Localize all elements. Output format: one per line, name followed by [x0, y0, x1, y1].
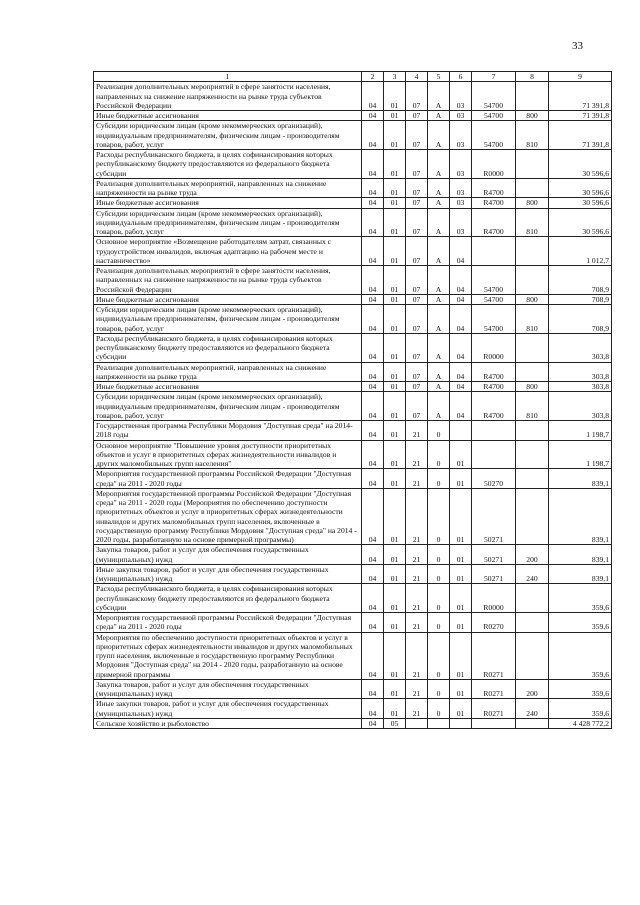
- amount-cell: 71 391,8: [549, 121, 612, 150]
- expense-type-cell: 810: [516, 121, 549, 150]
- event-code-cell: 01: [450, 632, 472, 679]
- column-header: 2: [362, 72, 384, 82]
- direction-code-cell: R4700: [472, 362, 516, 382]
- section-code-cell: 04: [362, 178, 384, 198]
- amount-cell: 30 596,6: [549, 150, 612, 179]
- expense-type-cell: 800: [516, 111, 549, 121]
- expense-type-cell: 800: [516, 198, 549, 208]
- table-row: [94, 440, 612, 469]
- section-code-cell: 04: [362, 305, 384, 334]
- subsection-code-cell: 01: [384, 679, 406, 699]
- amount-cell: 1 012,7: [549, 237, 612, 266]
- section-code-cell: 04: [362, 111, 384, 121]
- program-code-cell: 07: [406, 198, 428, 208]
- direction-code-cell: R0000: [472, 150, 516, 179]
- table-row: [94, 82, 612, 111]
- subprogram-code-cell: 0: [428, 679, 450, 699]
- subprogram-code-cell: 0: [428, 564, 450, 584]
- amount-cell: 303,8: [549, 333, 612, 362]
- subprogram-code-cell: А: [428, 362, 450, 382]
- program-code-cell: 21: [406, 440, 428, 469]
- expense-type-cell: [516, 362, 549, 382]
- table-row: [94, 111, 612, 121]
- table-row: [94, 382, 612, 392]
- subprogram-code-cell: А: [428, 178, 450, 198]
- table-row: [94, 421, 612, 441]
- event-code-cell: 03: [450, 150, 472, 179]
- direction-code-cell: R0271: [472, 632, 516, 679]
- program-code-cell: 21: [406, 613, 428, 633]
- direction-code-cell: 54700: [472, 266, 516, 295]
- section-code-cell: 04: [362, 266, 384, 295]
- subsection-code-cell: 01: [384, 178, 406, 198]
- event-code-cell: 04: [450, 362, 472, 382]
- program-code-cell: 07: [406, 208, 428, 237]
- event-code-cell: 04: [450, 294, 472, 304]
- amount-cell: 71 391,8: [549, 82, 612, 111]
- section-code-cell: 04: [362, 362, 384, 382]
- table-row: [94, 613, 612, 633]
- amount-cell: 839,1: [549, 545, 612, 565]
- section-code-cell: 04: [362, 584, 384, 613]
- section-code-cell: 04: [362, 294, 384, 304]
- table-row: [94, 294, 612, 304]
- column-header: 1: [94, 72, 362, 82]
- table-header-row: [94, 72, 612, 82]
- direction-code-cell: R0000: [472, 584, 516, 613]
- event-code-cell: 04: [450, 382, 472, 392]
- subsection-code-cell: 01: [384, 440, 406, 469]
- table-row: [94, 198, 612, 208]
- section-code-cell: 04: [362, 82, 384, 111]
- section-code-cell: 04: [362, 333, 384, 362]
- amount-cell: 708,9: [549, 305, 612, 334]
- subprogram-code-cell: А: [428, 305, 450, 334]
- direction-code-cell: 50271: [472, 488, 516, 545]
- section-code-cell: 04: [362, 392, 384, 421]
- amount-cell: 303,8: [549, 362, 612, 382]
- subsection-code-cell: 01: [384, 632, 406, 679]
- program-code-cell: 07: [406, 266, 428, 295]
- section-code-cell: 04: [362, 718, 384, 728]
- subsection-code-cell: 01: [384, 699, 406, 719]
- table-row: [94, 392, 612, 421]
- subprogram-code-cell: А: [428, 392, 450, 421]
- program-code-cell: 21: [406, 564, 428, 584]
- program-code-cell: 21: [406, 584, 428, 613]
- section-code-cell: 04: [362, 699, 384, 719]
- subprogram-code-cell: А: [428, 111, 450, 121]
- direction-code-cell: 54700: [472, 121, 516, 150]
- section-code-cell: 04: [362, 150, 384, 179]
- direction-code-cell: R0271: [472, 699, 516, 719]
- program-code-cell: 21: [406, 421, 428, 441]
- section-code-cell: 04: [362, 545, 384, 565]
- column-header: 4: [406, 72, 428, 82]
- program-code-cell: 07: [406, 382, 428, 392]
- subprogram-code-cell: А: [428, 208, 450, 237]
- table-row: [94, 362, 612, 382]
- table-row: [94, 469, 612, 489]
- program-code-cell: 07: [406, 150, 428, 179]
- direction-code-cell: 54700: [472, 294, 516, 304]
- subprogram-code-cell: А: [428, 294, 450, 304]
- table-row: [94, 150, 612, 179]
- subsection-code-cell: 01: [384, 121, 406, 150]
- amount-cell: 303,8: [549, 392, 612, 421]
- program-code-cell: 07: [406, 82, 428, 111]
- program-code-cell: 21: [406, 469, 428, 489]
- row-name-cell: Реализация дополнительных мероприятий в сфере занятости населения, направленных на снижение напряженности на рынке труда субъектов Российской Федерации: [94, 82, 362, 111]
- table-row: [94, 488, 612, 545]
- subsection-code-cell: 01: [384, 333, 406, 362]
- subsection-code-cell: 01: [384, 545, 406, 565]
- event-code-cell: 04: [450, 237, 472, 266]
- table-row: [94, 237, 612, 266]
- subsection-code-cell: 01: [384, 150, 406, 179]
- direction-code-cell: [472, 237, 516, 266]
- section-code-cell: 04: [362, 237, 384, 266]
- row-name-cell: Субсидии юридическим лицам (кроме некоммерческих организаций), индивидуальным предпринимателям, физическим лицам - производителям товаров, работ, услуг: [94, 208, 362, 237]
- amount-cell: 303,8: [549, 382, 612, 392]
- subprogram-code-cell: [428, 718, 450, 728]
- table-row: [94, 121, 612, 150]
- subprogram-code-cell: 0: [428, 699, 450, 719]
- table-row: [94, 584, 612, 613]
- program-code-cell: [406, 718, 428, 728]
- program-code-cell: 07: [406, 237, 428, 266]
- subsection-code-cell: 01: [384, 266, 406, 295]
- direction-code-cell: R0000: [472, 333, 516, 362]
- direction-code-cell: R0271: [472, 679, 516, 699]
- direction-code-cell: 54700: [472, 111, 516, 121]
- column-header: 7: [472, 72, 516, 82]
- expense-type-cell: [516, 632, 549, 679]
- subprogram-code-cell: 0: [428, 584, 450, 613]
- direction-code-cell: [472, 440, 516, 469]
- table-row: [94, 305, 612, 334]
- row-name-cell: Закупка товаров, работ и услуг для обеспечения государственных (муниципальных) нужд: [94, 545, 362, 565]
- program-code-cell: 07: [406, 333, 428, 362]
- event-code-cell: [450, 421, 472, 441]
- subsection-code-cell: 01: [384, 382, 406, 392]
- amount-cell: 1 198,7: [549, 421, 612, 441]
- section-code-cell: 04: [362, 632, 384, 679]
- expense-type-cell: [516, 333, 549, 362]
- expense-type-cell: [516, 237, 549, 266]
- row-name-cell: Субсидии юридическим лицам (кроме некоммерческих организаций), индивидуальным предпринимателям, физическим лицам - производителям товаров, работ, услуг: [94, 392, 362, 421]
- expense-type-cell: 810: [516, 305, 549, 334]
- subsection-code-cell: 01: [384, 305, 406, 334]
- program-code-cell: 07: [406, 392, 428, 421]
- event-code-cell: 03: [450, 198, 472, 208]
- subprogram-code-cell: 0: [428, 469, 450, 489]
- row-name-cell: Иные бюджетные ассигнования: [94, 198, 362, 208]
- expense-type-cell: [516, 150, 549, 179]
- row-name-cell: Иные закупки товаров, работ и услуг для обеспечения государственных (муниципальных) нужд: [94, 699, 362, 719]
- direction-code-cell: 54700: [472, 82, 516, 111]
- event-code-cell: 04: [450, 392, 472, 421]
- subprogram-code-cell: А: [428, 237, 450, 266]
- row-name-cell: Сельское хозяйство и рыболовство: [94, 718, 362, 728]
- table-row: [94, 266, 612, 295]
- amount-cell: 30 596,6: [549, 178, 612, 198]
- subprogram-code-cell: А: [428, 150, 450, 179]
- amount-cell: 4 428 772,2: [549, 718, 612, 728]
- subsection-code-cell: 01: [384, 613, 406, 633]
- program-code-cell: 21: [406, 679, 428, 699]
- subprogram-code-cell: 0: [428, 488, 450, 545]
- table-row: [94, 679, 612, 699]
- row-name-cell: Иные бюджетные ассигнования: [94, 111, 362, 121]
- event-code-cell: 01: [450, 699, 472, 719]
- table-row: [94, 178, 612, 198]
- direction-code-cell: R4700: [472, 178, 516, 198]
- event-code-cell: 03: [450, 208, 472, 237]
- subsection-code-cell: 01: [384, 111, 406, 121]
- amount-cell: 30 596,6: [549, 198, 612, 208]
- direction-code-cell: R4700: [472, 208, 516, 237]
- event-code-cell: 01: [450, 488, 472, 545]
- amount-cell: 708,9: [549, 294, 612, 304]
- section-code-cell: 04: [362, 382, 384, 392]
- expense-type-cell: 810: [516, 392, 549, 421]
- expense-type-cell: 240: [516, 699, 549, 719]
- expense-type-cell: [516, 718, 549, 728]
- section-code-cell: 04: [362, 564, 384, 584]
- subsection-code-cell: 01: [384, 82, 406, 111]
- direction-code-cell: R4700: [472, 382, 516, 392]
- event-code-cell: [450, 718, 472, 728]
- expense-type-cell: [516, 440, 549, 469]
- column-header: 8: [516, 72, 549, 82]
- section-code-cell: 04: [362, 440, 384, 469]
- amount-cell: 359,6: [549, 679, 612, 699]
- event-code-cell: 01: [450, 564, 472, 584]
- page-number: 33: [572, 40, 583, 52]
- table-row: [94, 545, 612, 565]
- event-code-cell: 01: [450, 545, 472, 565]
- subsection-code-cell: 01: [384, 584, 406, 613]
- expense-type-cell: [516, 584, 549, 613]
- event-code-cell: 03: [450, 82, 472, 111]
- direction-code-cell: 50270: [472, 469, 516, 489]
- subsection-code-cell: 01: [384, 198, 406, 208]
- program-code-cell: 07: [406, 111, 428, 121]
- row-name-cell: Государственная программа Республики Мордовия "Доступная среда" на 2014-2018 годы: [94, 421, 362, 441]
- subsection-code-cell: 01: [384, 294, 406, 304]
- subsection-code-cell: 01: [384, 469, 406, 489]
- program-code-cell: 07: [406, 121, 428, 150]
- event-code-cell: 01: [450, 613, 472, 633]
- expense-type-cell: [516, 488, 549, 545]
- amount-cell: 1 198,7: [549, 440, 612, 469]
- expense-type-cell: 200: [516, 545, 549, 565]
- program-code-cell: 07: [406, 294, 428, 304]
- section-code-cell: 04: [362, 121, 384, 150]
- row-name-cell: Основное мероприятие "Повышение уровня доступности приоритетных объектов и услуг в приоритетных сферах жизнедеятельности инвалидов и других маломобильных групп населения": [94, 440, 362, 469]
- subprogram-code-cell: А: [428, 333, 450, 362]
- row-name-cell: Иные бюджетные ассигнования: [94, 382, 362, 392]
- subprogram-code-cell: 0: [428, 613, 450, 633]
- amount-cell: 71 391,8: [549, 111, 612, 121]
- direction-code-cell: 50271: [472, 564, 516, 584]
- expense-type-cell: [516, 469, 549, 489]
- expense-type-cell: 800: [516, 294, 549, 304]
- row-name-cell: Расходы республиканского бюджета, в целях софинансирования которых республиканскому бюджету предоставляются из федерального бюджета субсидии: [94, 333, 362, 362]
- row-name-cell: Субсидии юридическим лицам (кроме некоммерческих организаций), индивидуальным предпринимателям, физическим лицам - производителям товаров, работ, услуг: [94, 305, 362, 334]
- subsection-code-cell: 01: [384, 421, 406, 441]
- amount-cell: 359,6: [549, 613, 612, 633]
- event-code-cell: 01: [450, 469, 472, 489]
- row-name-cell: Реализация дополнительных мероприятий в сфере занятости населения, направленных на снижение напряженности на рынке труда субъектов Российской Федерации: [94, 266, 362, 295]
- row-name-cell: Иные закупки товаров, работ и услуг для обеспечения государственных (муниципальных) нужд: [94, 564, 362, 584]
- direction-code-cell: 54700: [472, 305, 516, 334]
- column-header: 5: [428, 72, 450, 82]
- direction-code-cell: R0270: [472, 613, 516, 633]
- amount-cell: 839,1: [549, 469, 612, 489]
- event-code-cell: 03: [450, 178, 472, 198]
- event-code-cell: 01: [450, 584, 472, 613]
- direction-code-cell: [472, 718, 516, 728]
- program-code-cell: 07: [406, 178, 428, 198]
- section-code-cell: 04: [362, 208, 384, 237]
- table-body: [94, 82, 612, 729]
- event-code-cell: 01: [450, 440, 472, 469]
- table-row: [94, 699, 612, 719]
- event-code-cell: 04: [450, 266, 472, 295]
- table-row: [94, 333, 612, 362]
- budget-table: [93, 71, 612, 729]
- direction-code-cell: R4700: [472, 392, 516, 421]
- amount-cell: 359,6: [549, 584, 612, 613]
- event-code-cell: 04: [450, 305, 472, 334]
- subsection-code-cell: 01: [384, 488, 406, 545]
- expense-type-cell: 240: [516, 564, 549, 584]
- row-name-cell: Реализация дополнительных мероприятий, направленных на снижение напряженности на рынке труда: [94, 362, 362, 382]
- amount-cell: 708,9: [549, 266, 612, 295]
- row-name-cell: Мероприятия государственной программы Российской Федерации "Доступная среда" на 2011 - 2020 годы (Мероприятия по обеспечению доступности приоритетных объектов и услуг в приоритетных сферах жизнедеятельности инвалидов и других маломобильных групп населения, включенные в государственную программу Республики Мордовия "Доступная среда" на 2014 - 2020 годы, разработанную на основе примерной программы): [94, 488, 362, 545]
- row-name-cell: Субсидии юридическим лицам (кроме некоммерческих организаций), индивидуальным предпринимателям, физическим лицам - производителям товаров, работ, услуг: [94, 121, 362, 150]
- subprogram-code-cell: А: [428, 382, 450, 392]
- row-name-cell: Закупка товаров, работ и услуг для обеспечения государственных (муниципальных) нужд: [94, 679, 362, 699]
- subsection-code-cell: 01: [384, 362, 406, 382]
- subprogram-code-cell: 0: [428, 545, 450, 565]
- subprogram-code-cell: А: [428, 266, 450, 295]
- event-code-cell: 01: [450, 679, 472, 699]
- event-code-cell: 04: [450, 333, 472, 362]
- amount-cell: 359,6: [549, 699, 612, 719]
- amount-cell: 359,6: [549, 632, 612, 679]
- program-code-cell: 07: [406, 305, 428, 334]
- subprogram-code-cell: А: [428, 121, 450, 150]
- expense-type-cell: 200: [516, 679, 549, 699]
- row-name-cell: Иные бюджетные ассигнования: [94, 294, 362, 304]
- row-name-cell: Основное мероприятие «Возмещение работодателям затрат, связанных с трудоустройством инвалидов, включая адаптацию на рабочем месте и наставничество»: [94, 237, 362, 266]
- table-row: [94, 718, 612, 728]
- row-name-cell: Реализация дополнительных мероприятий, направленных на снижение напряженности на рынке труда: [94, 178, 362, 198]
- table-row: [94, 208, 612, 237]
- event-code-cell: 03: [450, 111, 472, 121]
- section-code-cell: 04: [362, 613, 384, 633]
- column-header: 3: [384, 72, 406, 82]
- subsection-code-cell: 05: [384, 718, 406, 728]
- amount-cell: 30 596,6: [549, 208, 612, 237]
- amount-cell: 839,1: [549, 488, 612, 545]
- section-code-cell: 04: [362, 421, 384, 441]
- subprogram-code-cell: А: [428, 198, 450, 208]
- subsection-code-cell: 01: [384, 392, 406, 421]
- subsection-code-cell: 01: [384, 564, 406, 584]
- column-header: 9: [549, 72, 612, 82]
- program-code-cell: 21: [406, 488, 428, 545]
- section-code-cell: 04: [362, 679, 384, 699]
- table-row: [94, 564, 612, 584]
- program-code-cell: 07: [406, 362, 428, 382]
- subprogram-code-cell: 0: [428, 421, 450, 441]
- expense-type-cell: [516, 266, 549, 295]
- subsection-code-cell: 01: [384, 237, 406, 266]
- row-name-cell: Расходы республиканского бюджета, в целях софинансирования которых республиканскому бюджету предоставляются из федерального бюджета субсидии: [94, 150, 362, 179]
- expense-type-cell: 800: [516, 382, 549, 392]
- direction-code-cell: [472, 421, 516, 441]
- expense-type-cell: [516, 178, 549, 198]
- program-code-cell: 21: [406, 545, 428, 565]
- row-name-cell: Мероприятия государственной программы Российской Федерации "Доступная среда" на 2011 - 2020 годы: [94, 469, 362, 489]
- program-code-cell: 21: [406, 632, 428, 679]
- program-code-cell: 21: [406, 699, 428, 719]
- row-name-cell: Мероприятия по обеспечению доступности приоритетных объектов и услуг в приоритетных сферах жизнедеятельности инвалидов и других маломобильных групп населения, включенные в государственную программу Республики Мордовия "Доступная среда" на 2014 - 2020 годы, разработанную на основе примерной программы: [94, 632, 362, 679]
- subsection-code-cell: 01: [384, 208, 406, 237]
- table-row: [94, 632, 612, 679]
- row-name-cell: Расходы республиканского бюджета, в целях софинансирования которых республиканскому бюджету предоставляются из федерального бюджета субсидии: [94, 584, 362, 613]
- event-code-cell: 03: [450, 121, 472, 150]
- expense-type-cell: 810: [516, 208, 549, 237]
- expense-type-cell: [516, 613, 549, 633]
- section-code-cell: 04: [362, 488, 384, 545]
- section-code-cell: 04: [362, 198, 384, 208]
- column-header: 6: [450, 72, 472, 82]
- subprogram-code-cell: 0: [428, 440, 450, 469]
- direction-code-cell: 50271: [472, 545, 516, 565]
- subprogram-code-cell: 0: [428, 632, 450, 679]
- row-name-cell: Мероприятия государственной программы Российской Федерации "Доступная среда" на 2011 - 2020 годы: [94, 613, 362, 633]
- amount-cell: 839,1: [549, 564, 612, 584]
- section-code-cell: 04: [362, 469, 384, 489]
- direction-code-cell: R4700: [472, 198, 516, 208]
- expense-type-cell: [516, 82, 549, 111]
- expense-type-cell: [516, 421, 549, 441]
- subprogram-code-cell: А: [428, 82, 450, 111]
